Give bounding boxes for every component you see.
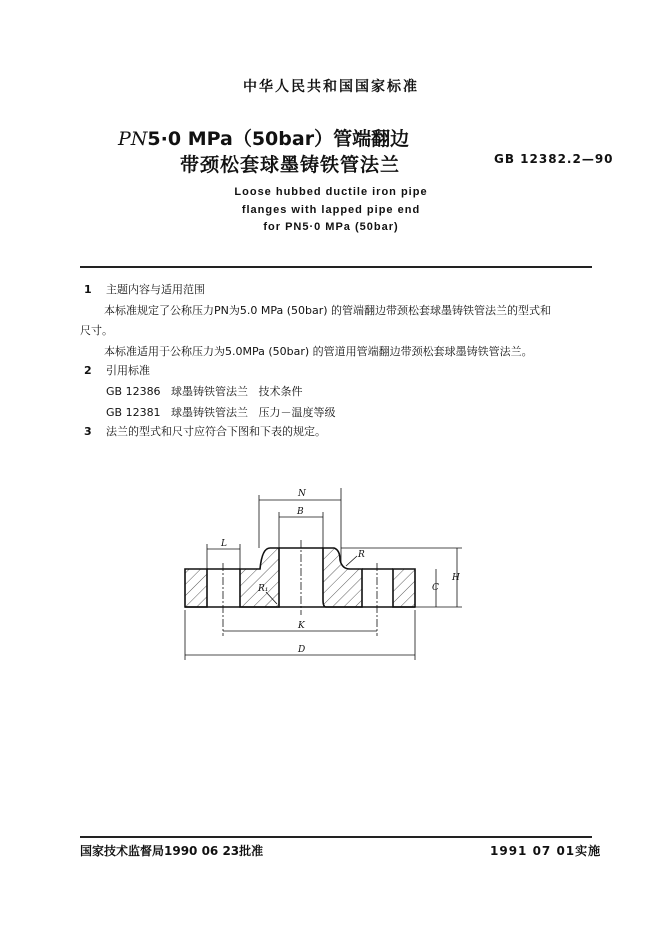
- dimension-label-l: L: [221, 539, 227, 549]
- paragraph: 本标准规定了公称压力PN为5.0 MPa (50bar) 的管端翻边带颈松套球墨铸铁管法兰的型式和: [104, 304, 552, 317]
- dimension-label-n: N: [298, 489, 306, 499]
- reference-item: GB 12386 球墨铸铁管法兰 技术条件: [106, 385, 303, 398]
- paragraph: 尺寸。: [80, 324, 113, 337]
- title-pn: PN: [118, 128, 148, 150]
- dimension-label-r1: R₁: [258, 584, 269, 594]
- english-title-1: Loose hubbed ductile iron pipe: [234, 186, 428, 198]
- approval-date: 国家技术监督局1990 06 23批准: [80, 844, 264, 858]
- standard-type-header: 中华人民共和国国家标准: [243, 79, 419, 95]
- dimension-label-k: K: [298, 621, 305, 631]
- title-line-2: 带颈松套球墨铸铁管法兰: [180, 154, 401, 176]
- dimension-label-b: B: [297, 507, 304, 517]
- effective-date: 1991 07 01实施: [490, 844, 602, 858]
- dimension-label-c: C: [432, 583, 439, 593]
- footer-divider: [80, 836, 592, 838]
- dimension-label-d: D: [298, 645, 306, 655]
- flange-section-left: [185, 548, 279, 607]
- english-title-2: flanges with lapped pipe end: [241, 204, 421, 216]
- section-title: 法兰的型式和尺寸应符合下图和下表的规定。: [106, 425, 326, 438]
- section-number: 1: [84, 283, 92, 296]
- english-title-3: for PN5·0 MPa (50bar): [263, 221, 399, 233]
- paragraph: 本标准适用于公称压力为5.0MPa (50bar) 的管道用管端翻边带颈松套球墨铸铁管法兰。: [104, 345, 533, 358]
- dimension-label-h: H: [452, 573, 460, 583]
- title-line-1-rest: 5·0 MPa（50bar）管端翻边: [147, 128, 410, 150]
- section-number: 2: [84, 364, 92, 377]
- dimension-label-r: R: [358, 550, 365, 560]
- reference-item: GB 12381 球墨铸铁管法兰 压力－温度等级: [106, 406, 336, 419]
- section-number: 3: [84, 425, 92, 438]
- standard-code: GB 12382.2—90: [494, 152, 614, 166]
- section-title: 引用标准: [106, 364, 150, 377]
- section-title: 主题内容与适用范围: [106, 283, 205, 296]
- flange-section-right: [323, 548, 415, 607]
